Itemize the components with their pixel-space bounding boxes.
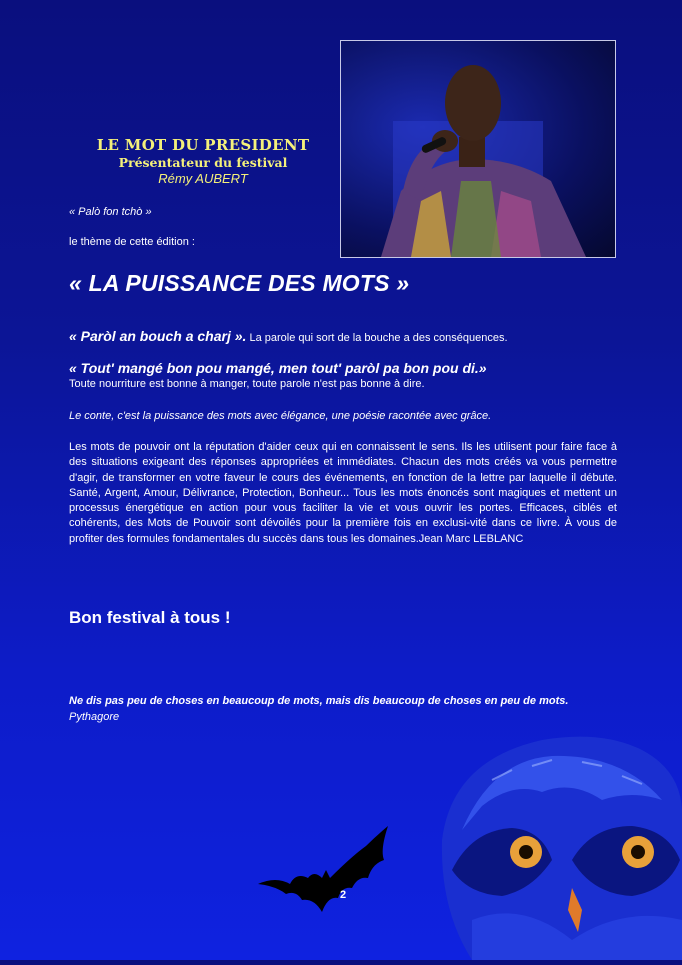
quote-author: Pythagore [69,711,120,723]
president-title: LE MOT DU PRESIDENT [96,136,310,154]
presenter-photo [340,40,616,258]
proverb-2-creole: « Tout' mangé bon pou mangé, men tout' paròl pa bon pou di.» [69,360,487,376]
bat-icon [256,826,396,922]
proverb-2-translation: Toute nourriture est bonne à manger, toute parole n'est pas bonne à dire. [69,378,425,390]
main-theme-title: « LA PUISSANCE DES MOTS » [69,270,410,296]
president-subtitle: Présentateur du festival [118,155,288,170]
owl-illustration [432,720,682,960]
closing-greeting: Bon festival à tous ! [69,608,231,627]
body-paragraph: Les mots de pouvoir ont la réputation d'aider ceux qui en connaissent le sens. Ils les utilisent pour faire face à des situations exigeant des réponses appropriées et immédiates. Chacun des mots créés va vous permettre d'agir, de transformer en votre faveur le cours des événements, en fonction de la lettre par laquelle il débute. Santé, Argent, Amour, Délivrance, Protection, Bonheur... Tous les mots énoncés sont magiques et mettent un processus énergétique en action pour vous faciliter la vie et vous ouvrir les portes. Efficaces, ciblés et cohérents, des Mots de Pouvoir sont dévoilés pour la première fois en exclusi-vité dans ce livre. À vous de profiter des formules fondamentales du succès dans tous les domaines.Jean Marc LEBLANC [69,441,617,545]
page-number: 2 [340,889,347,901]
president-name: Rémy AUBERT [158,171,248,186]
theme-intro: le thème de cette édition : [69,236,195,248]
proverb-1 [69,328,629,344]
president-block [70,136,336,186]
proverb-1-creole: « Paròl an bouch a charj ». [69,328,247,344]
quote-text: Ne dis pas peu de choses en beaucoup de mots, mais dis beaucoup de choses en peu de mots. [69,695,569,707]
creole-greeting: « Palò fon tchò » [69,206,152,218]
presenter-photo-icon [341,41,615,257]
proverb-1-translation: La parole qui sort de la bouche a des conséquences. [246,332,508,344]
conte-statement: Le conte, c'est la puissance des mots avec élégance, une poésie racontée avec grâce. [69,410,492,422]
